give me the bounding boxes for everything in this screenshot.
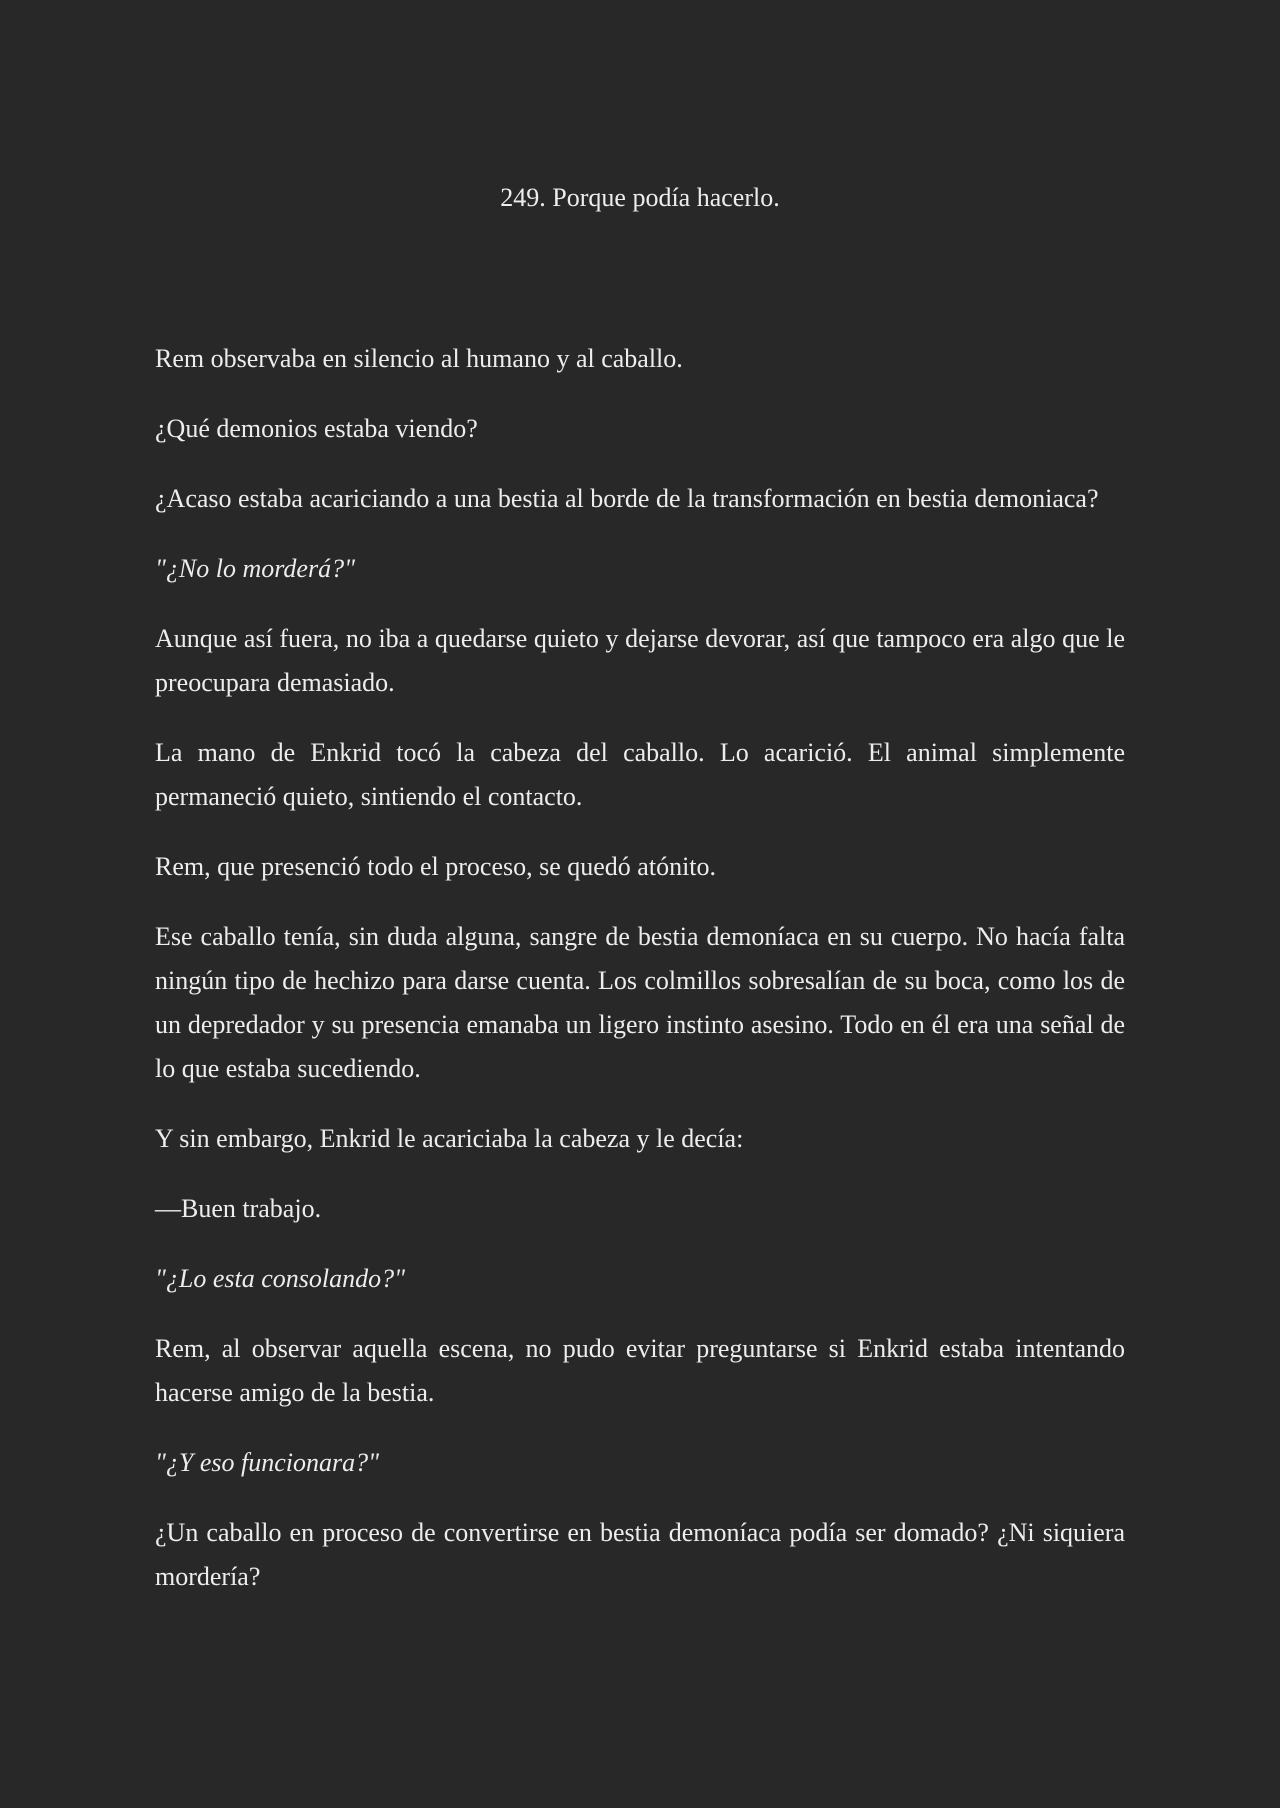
chapter-title: 249. Porque podía hacerlo. xyxy=(500,183,780,212)
paragraph-dialogue: —Buen trabajo. xyxy=(155,1194,322,1223)
paragraph-thought: "¿Lo esta consolando?" xyxy=(155,1264,406,1293)
paragraph: ¿Qué demonios estaba viendo? xyxy=(155,414,478,443)
paragraph: Ese caballo tenía, sin duda alguna, sangre de bestia demoníaca en su cuerpo. No hacía falta ningún tipo de hechizo para darse cuenta. Los colmillos sobresalían de su boca, como los de un depredador y su presencia emanaba un ligero instinto asesino. Todo en él era una señal de lo que estaba sucediendo. xyxy=(155,922,1125,1083)
paragraph: Rem observaba en silencio al humano y al caballo. xyxy=(155,344,683,373)
paragraph-thought: "¿No lo morderá?" xyxy=(155,554,355,583)
paragraph: Aunque así fuera, no iba a quedarse quieto y dejarse devorar, así que tampoco era algo que le preocupara demasiado. xyxy=(155,624,1125,697)
paragraph: Rem, que presenció todo el proceso, se quedó atónito. xyxy=(155,852,717,881)
chapter-body xyxy=(155,337,1125,1625)
paragraph: Rem, al observar aquella escena, no pudo evitar preguntarse si Enkrid estaba intentando hacerse amigo de la bestia. xyxy=(155,1334,1125,1407)
paragraph: ¿Acaso estaba acariciando a una bestia al borde de la transformación en bestia demoniaca? xyxy=(155,484,1099,513)
paragraph: Y sin embargo, Enkrid le acariciaba la cabeza y le decía: xyxy=(155,1124,744,1153)
paragraph-thought: "¿Y eso funcionara?" xyxy=(155,1448,380,1477)
paragraph: La mano de Enkrid tocó la cabeza del caballo. Lo acarició. El animal simplemente permaneció quieto, sintiendo el contacto. xyxy=(155,738,1125,811)
paragraph: ¿Un caballo en proceso de convertirse en bestia demoníaca podía ser domado? ¿Ni siquiera mordería? xyxy=(155,1518,1125,1591)
